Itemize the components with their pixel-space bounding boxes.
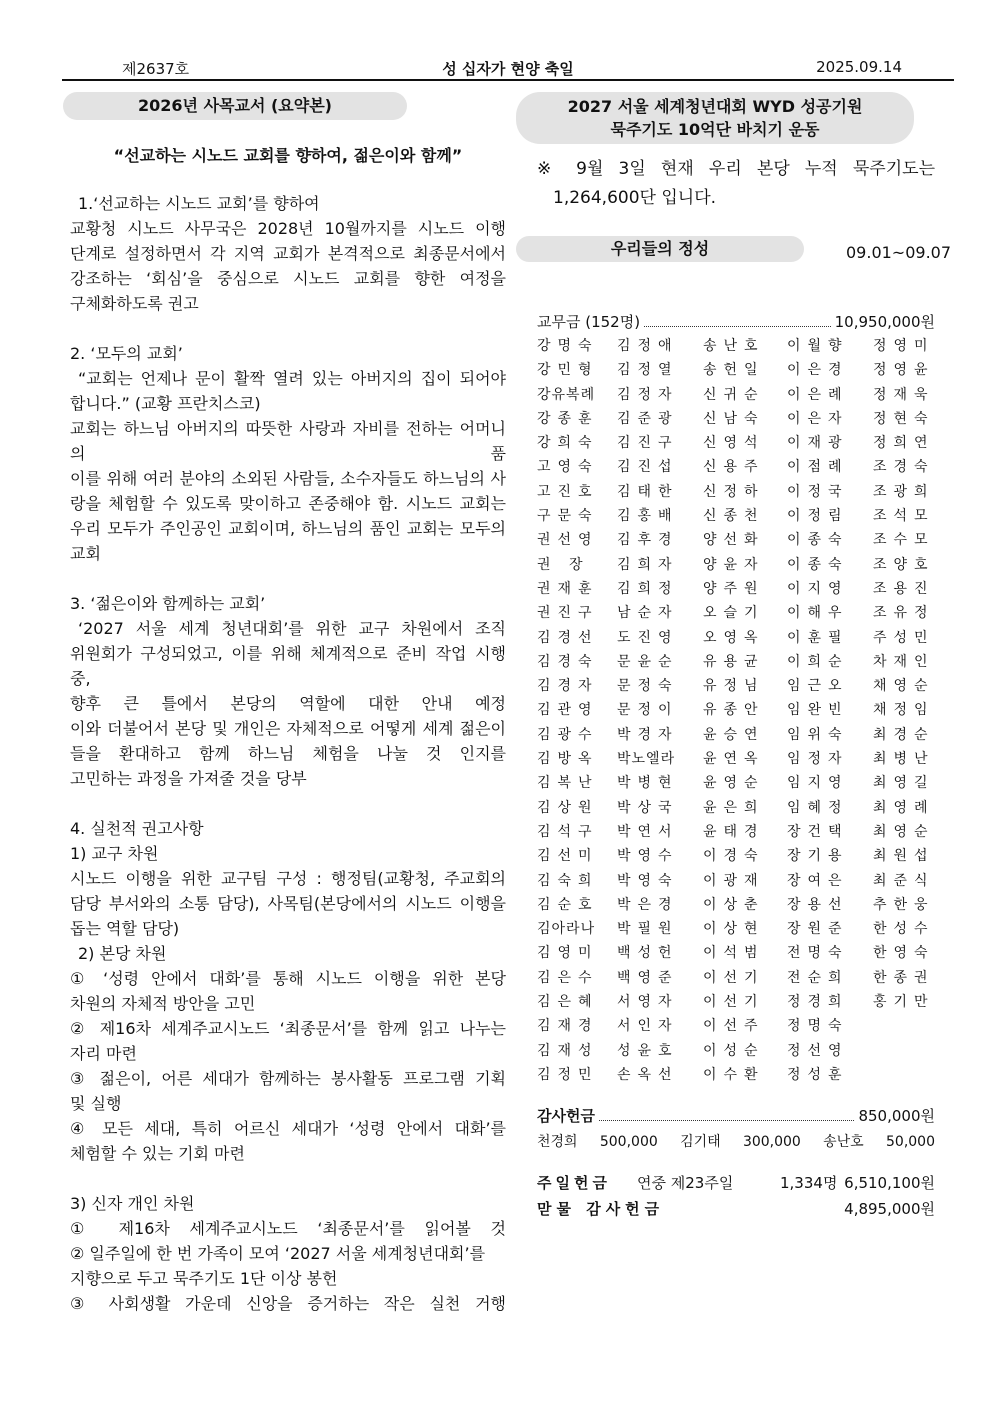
donor-name: 김광수 xyxy=(537,726,599,743)
donor-name: 임완빈 xyxy=(787,702,849,719)
donor-name: 문정숙 xyxy=(617,678,679,695)
donor-name xyxy=(873,1039,935,1063)
donor-name: 정재욱 xyxy=(873,386,935,403)
donor-name: 장여은 xyxy=(787,872,849,889)
donor-name: 김은혜 xyxy=(537,994,599,1011)
donor-row xyxy=(537,504,935,528)
donor-name: 이정림 xyxy=(787,508,849,525)
donor-name: 차재인 xyxy=(873,653,935,670)
donor-name: 장원준 xyxy=(787,921,849,938)
donor-row xyxy=(537,553,935,577)
donor-name: 주성민 xyxy=(873,629,935,646)
rosary-line1: ※ 9월 3일 현재 우리 본당 누적 묵주기도는 xyxy=(537,159,935,179)
thanks-amount: 850,000원 xyxy=(858,1107,935,1125)
donor-name: 김관영 xyxy=(537,702,599,719)
donor-name: 윤은희 xyxy=(703,799,765,816)
donor-name: 이지영 xyxy=(787,580,849,597)
donor-name: 장기용 xyxy=(787,848,849,865)
section-2-heading: 2. ‘모두의 교회’ xyxy=(70,344,183,363)
donor-name: 채영순 xyxy=(873,678,935,695)
body-line: 이를 위해 여러 분야의 소외된 사람들, 소수자들도 하느님의 사 xyxy=(70,469,506,488)
donor-name: 송헌일 xyxy=(703,362,765,379)
donor-row xyxy=(537,844,935,868)
donor-name: 양주원 xyxy=(703,580,765,597)
donor-name: 조양호 xyxy=(873,556,935,573)
donor-name: 채정임 xyxy=(873,702,935,719)
donor-name: 김경선 xyxy=(537,629,599,646)
donor-name xyxy=(873,1063,935,1087)
body-line: 합니다.” (교황 프란치스코) xyxy=(70,394,261,413)
donor-row xyxy=(537,796,935,820)
donor-name: 권 장 xyxy=(537,556,590,573)
donor-name: 박연서 xyxy=(617,823,679,840)
donor-name: 김정자 xyxy=(617,386,679,403)
donor-name: 강민형 xyxy=(537,362,599,379)
body-line: 지향으로 두고 묵주기도 1단 이상 봉헌 xyxy=(70,1269,338,1288)
donor-row xyxy=(537,334,935,358)
section-3-heading: 3. ‘젊은이와 함께하는 교회’ xyxy=(70,594,266,613)
donor-name: 이재광 xyxy=(787,435,849,452)
body-line: ② 일주일에 한 번 가족이 모여 ‘2027 서울 세계청년대회’를 xyxy=(70,1244,486,1263)
donor-name: 이상춘 xyxy=(703,896,765,913)
donor-name: 박필원 xyxy=(617,921,679,938)
donor-name: 김경숙 xyxy=(537,653,599,670)
donor-name: 조경숙 xyxy=(873,459,935,476)
donor-row xyxy=(537,358,935,382)
donor-name: 장건택 xyxy=(787,823,849,840)
donor-name: 이점례 xyxy=(787,459,849,476)
donor-name: 박상국 xyxy=(617,799,679,816)
body-line: ① 제16차 세계주교시노드 ‘최종문서’를 읽어볼 것 xyxy=(70,1219,506,1238)
issue-number: 제2637호 xyxy=(122,60,190,78)
donor-name: 이월향 xyxy=(787,338,849,354)
donor-name: 신용주 xyxy=(703,459,765,476)
donor-name: 이선기 xyxy=(703,969,765,986)
donor-name: 권진구 xyxy=(537,605,599,622)
donor-name: 오영옥 xyxy=(703,629,765,646)
donor-name: 임근오 xyxy=(787,678,849,695)
donor-name: 김영미 xyxy=(537,945,599,962)
donor-name: 김석구 xyxy=(537,823,599,840)
donor-name: 권선영 xyxy=(537,532,599,549)
donor-name: 백성헌 xyxy=(617,945,679,962)
body-line: 돕는 역할 담당) xyxy=(70,919,180,938)
donor-name: 전순희 xyxy=(787,969,849,986)
donor-row xyxy=(537,601,935,625)
donor-name: 정현숙 xyxy=(873,410,935,427)
body-line: ① ‘성령 안에서 대화’를 통해 시노드 이행을 위한 본당 xyxy=(70,969,506,988)
donor-row xyxy=(537,966,935,990)
wyd-banner-line2: 묵주기도 10억단 바치기 운동 xyxy=(610,120,820,139)
donor-name: 조수모 xyxy=(873,532,935,549)
donor-name: 서영자 xyxy=(617,994,679,1011)
donor-name: 손옥선 xyxy=(617,1066,679,1083)
donor-name: 성윤호 xyxy=(617,1042,679,1059)
dot-leader xyxy=(644,326,831,327)
donor-name: 조용진 xyxy=(873,580,935,597)
donor-name: 송난호 xyxy=(703,338,765,354)
donor-name: 고영숙 xyxy=(537,459,599,476)
body-line: ③ 사회생활 가운데 신앙을 증거하는 작은 실천 거행 xyxy=(70,1294,506,1313)
donor-name: 양윤자 xyxy=(703,556,765,573)
donor-name: 박병현 xyxy=(617,775,679,792)
sunday-count: 1,334명 xyxy=(780,1174,838,1192)
dues-amount: 10,950,000원 xyxy=(834,313,935,331)
donor-name: 이광재 xyxy=(703,872,765,889)
donor-name: 김선미 xyxy=(537,848,599,865)
donor-name: 이정국 xyxy=(787,483,849,500)
donor-name: 강종훈 xyxy=(537,410,599,427)
body-line: 교회는 하느님 아버지의 따뜻한 사랑과 자비를 전하는 어머니의 품 xyxy=(70,419,506,463)
donor-name: 신종천 xyxy=(703,508,765,525)
body-line: 담당 부서와의 소통 담당), 사목팀(본당에서의 시노드 이행을 xyxy=(70,894,506,913)
issue-date: 2025.09.14 xyxy=(816,58,902,76)
donor-name: 김진섭 xyxy=(617,459,679,476)
donor-name: 최영순 xyxy=(873,823,935,840)
donor-name: 김복난 xyxy=(537,775,599,792)
section-4-heading: 4. 실천적 권고사항 xyxy=(70,819,204,838)
donor-row xyxy=(537,431,935,455)
donor-name: 이선기 xyxy=(703,994,765,1011)
donor-row xyxy=(537,528,935,552)
donor-row xyxy=(537,990,935,1014)
donor-row xyxy=(537,723,935,747)
donor-row xyxy=(537,650,935,674)
thanks-total xyxy=(537,1105,935,1126)
body-line: 시노드 이행을 위한 교구팀 구성 : 행정팀(교황청, 주교회의 xyxy=(70,869,506,888)
sunday-offering xyxy=(537,1172,935,1193)
donor-name: 김준광 xyxy=(617,410,679,427)
donor-row xyxy=(537,1063,935,1087)
donor-name: 김아라나 xyxy=(537,921,596,938)
donor-row xyxy=(537,577,935,601)
body-line: ② 제16차 세계주교시노드 ‘최종문서’를 함께 읽고 나누는 xyxy=(70,1019,506,1038)
pastoral-letter-title: 2026년 사목교서 (요약본) xyxy=(63,92,407,120)
donor-name: 김방옥 xyxy=(537,751,599,768)
donor-name xyxy=(873,1014,935,1038)
body-line: 교회 xyxy=(70,544,101,563)
body-line: ‘2027 서울 세계 청년대회’를 위한 교구 차원에서 조직 xyxy=(78,619,506,638)
sunday-label: 주일헌금 xyxy=(537,1174,611,1192)
thanks-label: 감사헌금 xyxy=(537,1107,595,1125)
donor-name: 이종숙 xyxy=(787,532,849,549)
feast-title: 성 십자가 현양 축일 xyxy=(442,60,574,78)
subsection-heading: 3) 신자 개인 차원 xyxy=(70,1194,195,1213)
donor-name: 김정열 xyxy=(617,362,679,379)
donor-row xyxy=(537,893,935,917)
donor-name: 한영숙 xyxy=(873,945,935,962)
body-line: 자리 마련 xyxy=(70,1044,137,1063)
bulletin-header xyxy=(62,58,954,78)
donor-name: 이해우 xyxy=(787,605,849,622)
donor-name: 이선주 xyxy=(703,1018,765,1035)
donor-name: 이종숙 xyxy=(787,556,849,573)
donor-name: 김재경 xyxy=(537,1018,599,1035)
donor-name: 도진영 xyxy=(617,629,679,646)
donor-name: 김진구 xyxy=(617,435,679,452)
donor-name: 전명숙 xyxy=(787,945,849,962)
body-line: 단계로 설정하면서 각 지역 교회가 본격적으로 최종문서에서 xyxy=(70,244,506,263)
donor-name: 김희정 xyxy=(617,580,679,597)
donor-name: 장용선 xyxy=(787,896,849,913)
donor-name: 오슬기 xyxy=(703,605,765,622)
sunday-week: 연중 제23주일 xyxy=(637,1174,734,1192)
donor-name: 조광희 xyxy=(873,483,935,500)
donor-name: 유종안 xyxy=(703,702,765,719)
donor-name: 김순호 xyxy=(537,896,599,913)
donor-name: 정선영 xyxy=(787,1042,849,1059)
motto: “선교하는 시노드 교회를 향하여, 젊은이와 함께” xyxy=(113,146,463,165)
body-line: 차원의 자체적 방안을 고민 xyxy=(70,994,256,1013)
donor-name: 박은경 xyxy=(617,896,679,913)
donor-name: 강유복례 xyxy=(537,386,596,403)
donor-name: 김정민 xyxy=(537,1066,599,1083)
donor-name: 김은수 xyxy=(537,969,599,986)
donor-row xyxy=(537,869,935,893)
donor-name: 한성수 xyxy=(873,921,935,938)
donor-name: 윤영순 xyxy=(703,775,765,792)
donor-name: 강명숙 xyxy=(537,338,599,354)
donor-name: 김희자 xyxy=(617,556,679,573)
donor-name: 이상현 xyxy=(703,921,765,938)
donor-name: 김후경 xyxy=(617,532,679,549)
donor-name: 정성훈 xyxy=(787,1066,849,1083)
donor-row xyxy=(537,941,935,965)
donor-name: 추한웅 xyxy=(873,896,935,913)
donor-name: 문윤순 xyxy=(617,653,679,670)
donor-name: 한종권 xyxy=(873,969,935,986)
body-line: 향후 큰 틀에서 본당의 역할에 대한 안내 예정 xyxy=(70,694,506,713)
donor-name: 강희숙 xyxy=(537,435,599,452)
donor-row xyxy=(537,626,935,650)
header-divider xyxy=(62,79,954,81)
donor-name: 이경숙 xyxy=(703,848,765,865)
donor-name: 김숙희 xyxy=(537,872,599,889)
body-line: 및 실행 xyxy=(70,1094,122,1113)
donor-name: 정영윤 xyxy=(873,362,935,379)
body-line: ③ 젊은이, 어른 세대가 함께하는 봉사활동 프로그램 기획 xyxy=(70,1069,506,1088)
donor-name: 신영석 xyxy=(703,435,765,452)
donor-name: 이성순 xyxy=(703,1042,765,1059)
donor-name: 이은례 xyxy=(787,386,849,403)
donor-name: 백영준 xyxy=(617,969,679,986)
dot-leader xyxy=(599,1120,855,1121)
donor-name: 박영수 xyxy=(617,848,679,865)
body-line: 구체화하도록 권고 xyxy=(70,294,199,313)
donor-name: 신귀순 xyxy=(703,386,765,403)
dues-label: 교무금 (152명) xyxy=(537,313,641,331)
donor-name: 정영미 xyxy=(873,338,935,354)
donor-row xyxy=(537,820,935,844)
body-line: 들을 환대하고 함께 하느님 체험을 나눌 것 인지를 xyxy=(70,744,506,763)
donor-name: 권재훈 xyxy=(537,580,599,597)
body-line: 랑을 체험할 수 있도록 맞이하고 존중해야 함. 시노드 교회는 xyxy=(70,494,506,513)
section-1-heading: 1.‘선교하는 시노드 교회’를 향하여 xyxy=(78,194,320,213)
donor-name: 조석모 xyxy=(873,508,935,525)
donor-name: 고진호 xyxy=(537,483,599,500)
donor-name: 신정하 xyxy=(703,483,765,500)
offering-period: 09.01~09.07 xyxy=(846,243,952,262)
body-line: 위원회가 구성되었고, 이를 위해 체계적으로 준비 작업 시행 중, xyxy=(70,644,506,688)
dues-total xyxy=(537,311,935,332)
donor-name: 윤태경 xyxy=(703,823,765,840)
donor-row xyxy=(537,1039,935,1063)
donor-name: 최병난 xyxy=(873,751,935,768)
donor-name: 윤연옥 xyxy=(703,751,765,768)
donor-name: 이은자 xyxy=(787,410,849,427)
donor-name: 김태한 xyxy=(617,483,679,500)
rosary-line2: 1,264,600단 입니다. xyxy=(553,188,717,208)
donor-row xyxy=(537,674,935,698)
donor-name: 양선화 xyxy=(703,532,765,549)
first-fruits-label: 맏물 감사헌금 xyxy=(537,1200,665,1218)
donor-name: 박경자 xyxy=(617,726,679,743)
first-fruits-offering xyxy=(537,1198,935,1219)
donor-row xyxy=(537,455,935,479)
donor-names-grid xyxy=(537,334,935,1087)
donor-name: 정경희 xyxy=(787,994,849,1011)
donor-row xyxy=(537,383,935,407)
body-line: 우리 모두가 주인공인 교회이며, 하느님의 품인 교회는 모두의 xyxy=(70,519,506,538)
subsection-heading: 1) 교구 차원 xyxy=(70,844,159,863)
donor-name: 이석범 xyxy=(703,945,765,962)
wyd-banner xyxy=(516,92,914,144)
donor-name: 임정자 xyxy=(787,751,849,768)
donor-name: 최영길 xyxy=(873,775,935,792)
body-line: 고민하는 과정을 가져줄 것을 당부 xyxy=(70,769,307,788)
donor-name: 문정이 xyxy=(617,702,679,719)
thanks-detail: 천경희 500,000 김기태 300,000 송난호 50,000 xyxy=(537,1134,935,1150)
donor-name: 이희순 xyxy=(787,653,849,670)
body-line: 교황청 시노드 사무국은 2028년 10월까지를 시노드 이행 xyxy=(70,219,506,238)
donor-row xyxy=(537,747,935,771)
donor-name: 구문숙 xyxy=(537,508,599,525)
donor-name: 남순자 xyxy=(617,605,679,622)
body-line: “교회는 언제나 문이 활짝 열려 있는 아버지의 집이 되어야 xyxy=(78,369,506,388)
donor-name: 박노엘라 xyxy=(617,751,676,768)
donor-name: 임지영 xyxy=(787,775,849,792)
donor-name: 김경자 xyxy=(537,678,599,695)
donor-name: 임혜정 xyxy=(787,799,849,816)
rosary-notice xyxy=(537,155,935,213)
body-line: 체험할 수 있는 기회 마련 xyxy=(70,1144,245,1163)
donor-name: 유정님 xyxy=(703,678,765,695)
donor-row xyxy=(537,480,935,504)
donor-name: 임위숙 xyxy=(787,726,849,743)
sunday-amount: 6,510,100원 xyxy=(844,1174,935,1192)
donor-name: 김상원 xyxy=(537,799,599,816)
donor-row xyxy=(537,698,935,722)
donor-name: 유용균 xyxy=(703,653,765,670)
body-line: ④ 모든 세대, 특히 어르신 세대가 ‘성령 안에서 대화’를 xyxy=(70,1119,506,1138)
donor-name: 조유정 xyxy=(873,605,935,622)
donor-name: 서인자 xyxy=(617,1018,679,1035)
donor-name: 정명숙 xyxy=(787,1018,849,1035)
body-line: 강조하는 ‘회심’을 중심으로 시노드 교회를 향한 여정을 xyxy=(70,269,506,288)
body-line: 이와 더불어서 본당 및 개인은 자체적으로 어떻게 세계 젊은이 xyxy=(70,719,506,738)
donor-name: 김재성 xyxy=(537,1042,599,1059)
donor-row xyxy=(537,917,935,941)
subsection-heading: 2) 본당 차원 xyxy=(78,944,167,963)
donor-name: 이훈필 xyxy=(787,629,849,646)
donor-name: 정희연 xyxy=(873,435,935,452)
wyd-banner-line1: 2027 서울 세계청년대회 WYD 성공기원 xyxy=(567,97,863,116)
donor-name: 윤승연 xyxy=(703,726,765,743)
donor-name: 최원섭 xyxy=(873,848,935,865)
donor-name: 박영숙 xyxy=(617,872,679,889)
donor-name: 신남숙 xyxy=(703,410,765,427)
donor-name: 홍기만 xyxy=(873,994,935,1011)
donor-name: 김정애 xyxy=(617,338,679,354)
offering-title: 우리들의 정성 xyxy=(516,236,804,262)
donor-row xyxy=(537,771,935,795)
donor-row xyxy=(537,1014,935,1038)
donor-name: 최영례 xyxy=(873,799,935,816)
donor-name: 최준식 xyxy=(873,872,935,889)
donor-name: 김홍배 xyxy=(617,508,679,525)
donor-name: 이수환 xyxy=(703,1066,765,1083)
donor-name: 최경순 xyxy=(873,726,935,743)
donor-row xyxy=(537,407,935,431)
first-fruits-amount: 4,895,000원 xyxy=(844,1200,935,1218)
pastoral-letter xyxy=(70,143,506,1316)
donor-name: 이은경 xyxy=(787,362,849,379)
